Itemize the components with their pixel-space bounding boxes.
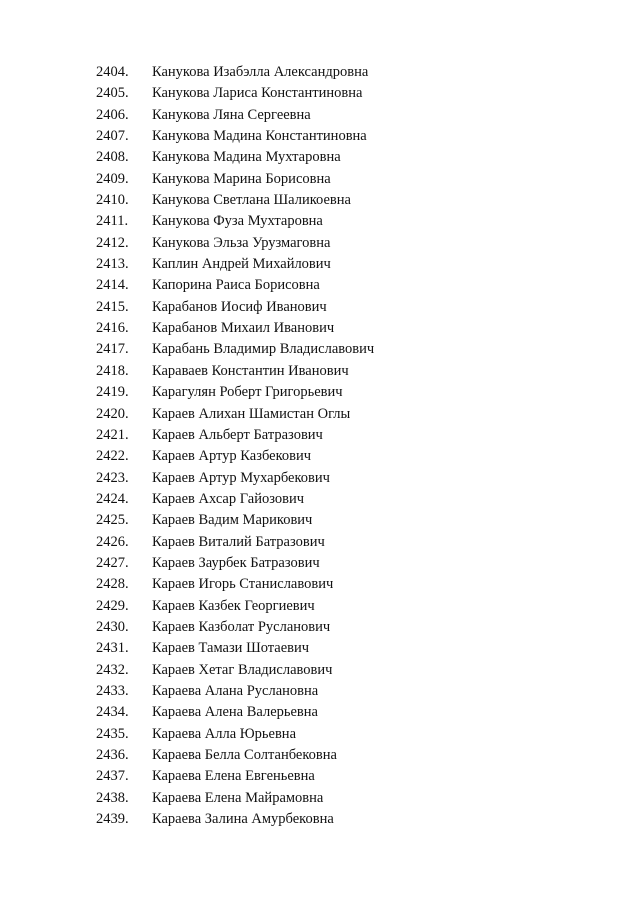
list-item bbox=[0, 638, 640, 659]
entry-number: 2414. bbox=[96, 277, 129, 294]
entry-name: Караваев Константин Иванович bbox=[152, 362, 349, 379]
list-item bbox=[0, 62, 640, 83]
list-item bbox=[0, 105, 640, 126]
list-item bbox=[0, 233, 640, 254]
entry-name: Караев Казбек Георгиевич bbox=[152, 597, 315, 614]
entry-number: 2420. bbox=[96, 405, 129, 422]
list-item bbox=[0, 404, 640, 425]
entry-number: 2424. bbox=[96, 490, 129, 507]
entry-name: Канукова Светлана Шаликоевна bbox=[152, 192, 351, 209]
list-item bbox=[0, 702, 640, 723]
list-item bbox=[0, 126, 640, 147]
entry-name: Канукова Мадина Мухтаровна bbox=[152, 149, 341, 166]
entry-number: 2405. bbox=[96, 85, 129, 102]
list-item bbox=[0, 745, 640, 766]
entry-name: Карабань Владимир Владиславович bbox=[152, 341, 375, 358]
entry-name: Канукова Эльза Урузмаговна bbox=[152, 234, 331, 251]
entry-number: 2437. bbox=[96, 768, 129, 785]
entry-name: Караева Залина Амурбековна bbox=[152, 811, 334, 828]
entry-name: Караев Хетаг Владиславович bbox=[152, 661, 333, 678]
list-item bbox=[0, 169, 640, 190]
entry-number: 2408. bbox=[96, 149, 129, 166]
entry-name: Караев Игорь Станиславович bbox=[152, 576, 334, 593]
entry-number: 2431. bbox=[96, 640, 129, 657]
entry-number: 2436. bbox=[96, 747, 129, 763]
entry-number: 2423. bbox=[96, 469, 129, 486]
list-item bbox=[0, 510, 640, 531]
entry-name: Канукова Ляна Сергеевна bbox=[152, 106, 311, 123]
entry-name: Караев Алихан Шамистан Оглы bbox=[152, 405, 351, 422]
list-item bbox=[0, 766, 640, 787]
list-item bbox=[0, 318, 640, 339]
entry-number: 2439. bbox=[96, 811, 129, 828]
entry-name: Караев Тамази Шотаевич bbox=[152, 640, 310, 657]
entry-name: Канукова Фуза Мухтаровна bbox=[152, 213, 323, 230]
entry-number: 2416. bbox=[96, 320, 129, 337]
entry-number: 2418. bbox=[96, 362, 129, 379]
entry-number: 2407. bbox=[96, 128, 129, 145]
entry-name: Карагулян Роберт Григорьевич bbox=[152, 384, 343, 401]
entry-name: Караева Алана Руслановна bbox=[152, 682, 319, 699]
entry-name: Каплин Андрей Михайлович bbox=[152, 256, 331, 273]
entry-name: Караев Артур Мухарбекович bbox=[152, 469, 330, 486]
list-item bbox=[0, 468, 640, 489]
entry-number: 2409. bbox=[96, 170, 129, 187]
entry-name: Караева Алла Юрьевна bbox=[152, 725, 297, 742]
entry-number: 2428. bbox=[96, 576, 129, 593]
list-item bbox=[0, 254, 640, 275]
entry-number: 2421. bbox=[96, 426, 129, 443]
entry-name: Караев Вадим Марикович bbox=[152, 512, 313, 529]
entry-number: 2404. bbox=[96, 64, 129, 80]
list-item bbox=[0, 211, 640, 232]
list-item bbox=[0, 617, 640, 638]
entry-number: 2429. bbox=[96, 597, 129, 614]
entry-name: Караев Ахсар Гайозович bbox=[152, 490, 304, 507]
list-item bbox=[0, 446, 640, 467]
list-item bbox=[0, 574, 640, 595]
entry-number: 2422. bbox=[96, 448, 129, 465]
list-item bbox=[0, 660, 640, 681]
entry-name: Караев Виталий Батразович bbox=[152, 533, 325, 550]
entry-number: 2438. bbox=[96, 789, 129, 806]
entry-number: 2417. bbox=[96, 341, 129, 358]
entry-number: 2411. bbox=[96, 213, 129, 230]
entry-name: Караев Казболат Русланович bbox=[152, 618, 331, 635]
entry-number: 2415. bbox=[96, 298, 129, 315]
entry-number: 2433. bbox=[96, 682, 129, 699]
name-list bbox=[0, 62, 640, 830]
entry-name: Караева Белла Солтанбековна bbox=[152, 747, 337, 763]
entry-name: Караева Елена Евгеньевна bbox=[152, 768, 315, 785]
list-item bbox=[0, 425, 640, 446]
entry-number: 2425. bbox=[96, 512, 129, 529]
list-item bbox=[0, 382, 640, 403]
list-item bbox=[0, 724, 640, 745]
list-item bbox=[0, 553, 640, 574]
list-item bbox=[0, 809, 640, 830]
entry-number: 2427. bbox=[96, 554, 129, 571]
entry-name: Капорина Раиса Борисовна bbox=[152, 277, 320, 294]
entry-number: 2406. bbox=[96, 106, 129, 123]
list-item bbox=[0, 361, 640, 382]
list-item bbox=[0, 275, 640, 296]
list-item bbox=[0, 532, 640, 553]
entry-number: 2434. bbox=[96, 704, 129, 721]
entry-name: Караев Заурбек Батразович bbox=[152, 554, 320, 571]
entry-number: 2419. bbox=[96, 384, 129, 401]
entry-number: 2413. bbox=[96, 256, 129, 273]
entry-name: Канукова Лариса Константиновна bbox=[152, 85, 363, 102]
list-item bbox=[0, 147, 640, 168]
list-item bbox=[0, 297, 640, 318]
list-item bbox=[0, 596, 640, 617]
entry-name: Карабанов Иосиф Иванович bbox=[152, 298, 327, 315]
entry-number: 2410. bbox=[96, 192, 129, 209]
entry-name: Канукова Изабэлла Александровна bbox=[152, 64, 369, 80]
entry-number: 2426. bbox=[96, 533, 129, 550]
entry-name: Караев Артур Казбекович bbox=[152, 448, 312, 465]
entry-number: 2432. bbox=[96, 661, 129, 678]
entry-number: 2412. bbox=[96, 234, 129, 251]
entry-name: Караева Елена Майрамовна bbox=[152, 789, 324, 806]
list-item bbox=[0, 339, 640, 360]
entry-name: Караев Альберт Батразович bbox=[152, 426, 323, 443]
entry-number: 2435. bbox=[96, 725, 129, 742]
entry-number: 2430. bbox=[96, 618, 129, 635]
list-item bbox=[0, 190, 640, 211]
list-item bbox=[0, 681, 640, 702]
list-item bbox=[0, 83, 640, 104]
entry-name: Карабанов Михаил Иванович bbox=[152, 320, 335, 337]
entry-name: Канукова Мадина Константиновна bbox=[152, 128, 367, 145]
list-item bbox=[0, 788, 640, 809]
entry-name: Караева Алена Валерьевна bbox=[152, 704, 318, 721]
entry-name: Канукова Марина Борисовна bbox=[152, 170, 331, 187]
list-item bbox=[0, 489, 640, 510]
